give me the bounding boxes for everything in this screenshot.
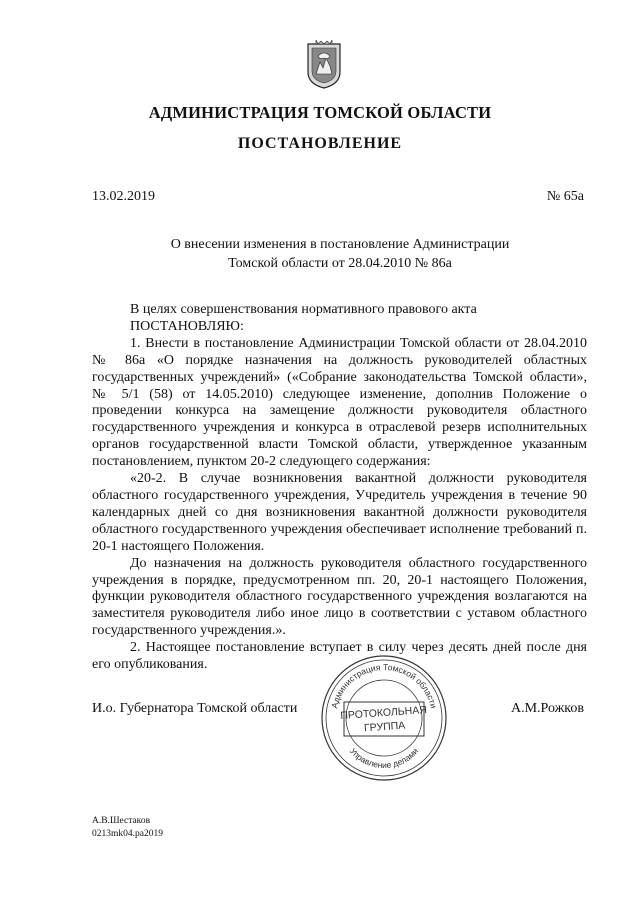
stamp-ring-top-text: Администрация Томской области [329, 661, 439, 710]
footer-author: А.В.Шестаков [92, 816, 151, 826]
subject-line-2: Томской области от 28.04.2010 № 86а [228, 256, 452, 271]
document-date: 13.02.2019 [92, 189, 155, 204]
resolve-keyword: ПОСТАНОВЛЯЮ: [130, 318, 244, 334]
stamp-ring-bottom-text: Управление делами [347, 745, 421, 771]
document-body [92, 302, 587, 674]
item-1-paragraph: 1. Внести в постановление Администрации Томской области от 28.04.2010 № 86а «О порядке назначения на должность руководителей областных государственных учреждений» («Собрание законодательства Томской области», № 5/1 (58) от 14.05.2010) следующее изменение, дополнив Положение о проведении конкурса на замещение должности руководителя областного государственного учреждения и конкурса в отраслевой резерв исполнительных органов государственной власти Томской области, утвержденное указанным постановлением, пунктом 20-2 следующего содержания: [92, 335, 587, 470]
item-2-paragraph: 2. Настоящее постановление вступает в силу через десять дней после дня его опубликования. [92, 640, 587, 673]
stamp-center-line-1: ПРОТОКОЛЬНАЯ [340, 704, 428, 723]
document-number: № 65а [546, 189, 584, 204]
intro-paragraph: В целях совершенствования нормативного правового акта [130, 302, 477, 317]
quote-paragraph-2: До назначения на должность руководителя областного государственного учреждения в порядке, предусмотренном пп. 20, 20-1 настоящего Положения, функции руководителя областного государственного учреждения возлагаются на заместителя руководителя либо иное лицо в соответствии с уставом областного государственного учреждения.». [92, 555, 587, 639]
stamp-center-line-2: ГРУППА [363, 719, 406, 735]
document-type: ПОСТАНОВЛЕНИЕ [237, 135, 403, 152]
coat-of-arms-emblem [304, 38, 344, 90]
organization-title: АДМИНИСТРАЦИЯ ТОМСКОЙ ОБЛАСТИ [148, 103, 492, 122]
subject-line-1: О внесении изменения в постановление Администрации [170, 237, 510, 252]
quote-paragraph-1: «20-2. В случае возникновения вакантной должности руководителя областного государственного учреждения, Учредитель учреждения в течение 90 календарных дней со дня возникновения вакантной должности руководителя областного государственного учреждения обеспечивает исполнение требований п. 20-1 настоящего Положения. [92, 471, 587, 554]
signatory-title: И.о. Губернатора Томской области [92, 701, 298, 716]
footer-document-code: 0213mk04.pa2019 [92, 829, 163, 839]
signatory-name: А.М.Рожков [510, 701, 584, 716]
official-stamp [318, 652, 450, 784]
